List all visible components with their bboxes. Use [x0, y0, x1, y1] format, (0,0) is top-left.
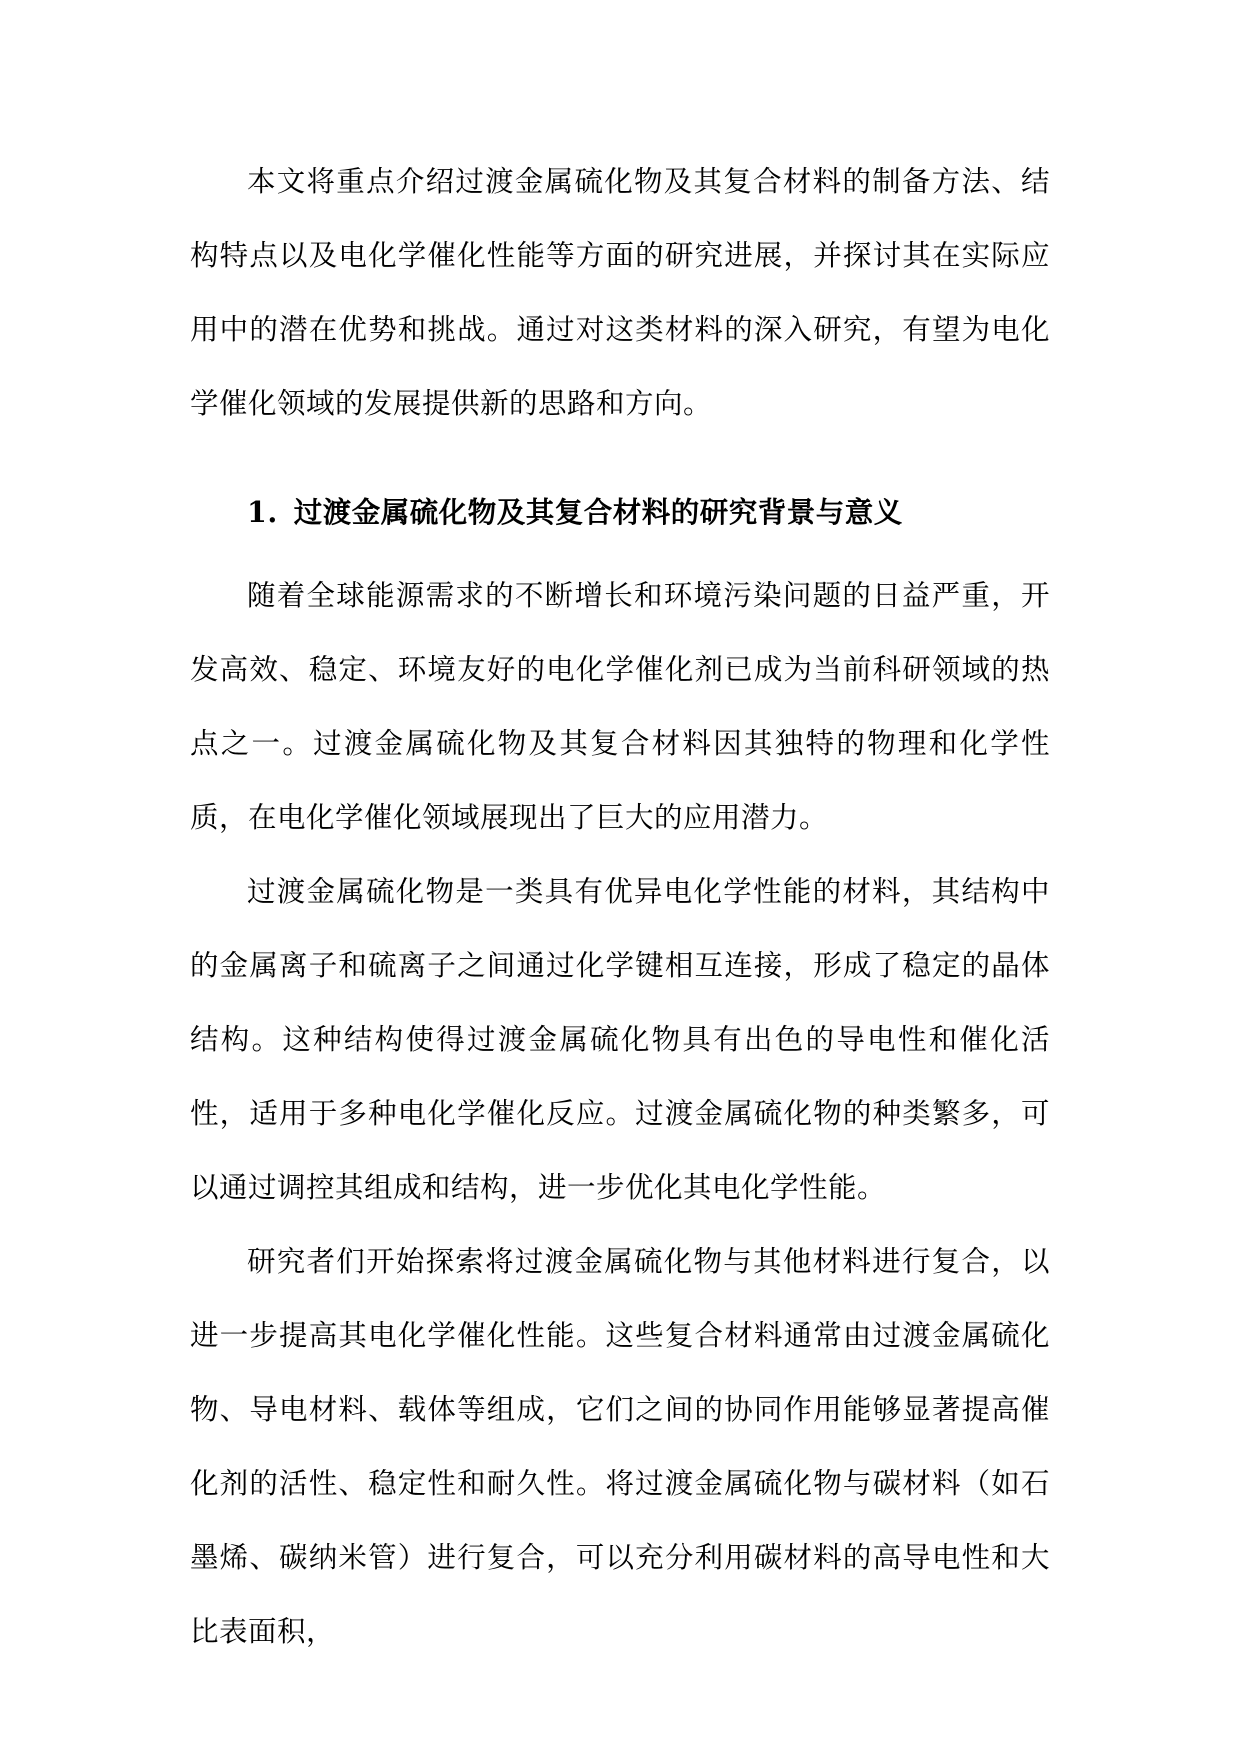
intro-paragraph: 本文将重点介绍过渡金属硫化物及其复合材料的制备方法、结构特点以及电化学催化性能等方面的研究进展，并探讨其在实际应用中的潜在优势和挑战。通过对这类材料的深入研究，有望为电化学催化领域的发展提供新的思路和方向。 [190, 165, 1050, 420]
section-heading [190, 475, 1050, 549]
section-number: 1. [247, 495, 278, 529]
body-paragraph-1: 随着全球能源需求的不断增长和环境污染问题的日益严重，开发高效、稳定、环境友好的电化学催化剂已成为当前科研领域的热点之一。过渡金属硫化物及其复合材料因其独特的物理和化学性质，在电化学催化领域展现出了巨大的应用潜力。 [190, 579, 1050, 834]
document-page [190, 145, 1050, 1669]
body-paragraph-3: 研究者们开始探索将过渡金属硫化物与其他材料进行复合，以进一步提高其电化学催化性能。这些复合材料通常由过渡金属硫化物、导电材料、载体等组成，它们之间的协同作用能够显著提高催化剂的活性、稳定性和耐久性。将过渡金属硫化物与碳材料（如石墨烯、碳纳米管）进行复合，可以充分利用碳材料的高导电性和大比表面积， [190, 1245, 1050, 1648]
body-paragraph-2: 过渡金属硫化物是一类具有优异电化学性能的材料，其结构中的金属离子和硫离子之间通过化学键相互连接，形成了稳定的晶体结构。这种结构使得过渡金属硫化物具有出色的导电性和催化活性，适用于多种电化学催化反应。过渡金属硫化物的种类繁多，可以通过调控其组成和结构，进一步优化其电化学性能。 [190, 875, 1050, 1204]
section-title: 过渡金属硫化物及其复合材料的研究背景与意义 [293, 495, 903, 529]
